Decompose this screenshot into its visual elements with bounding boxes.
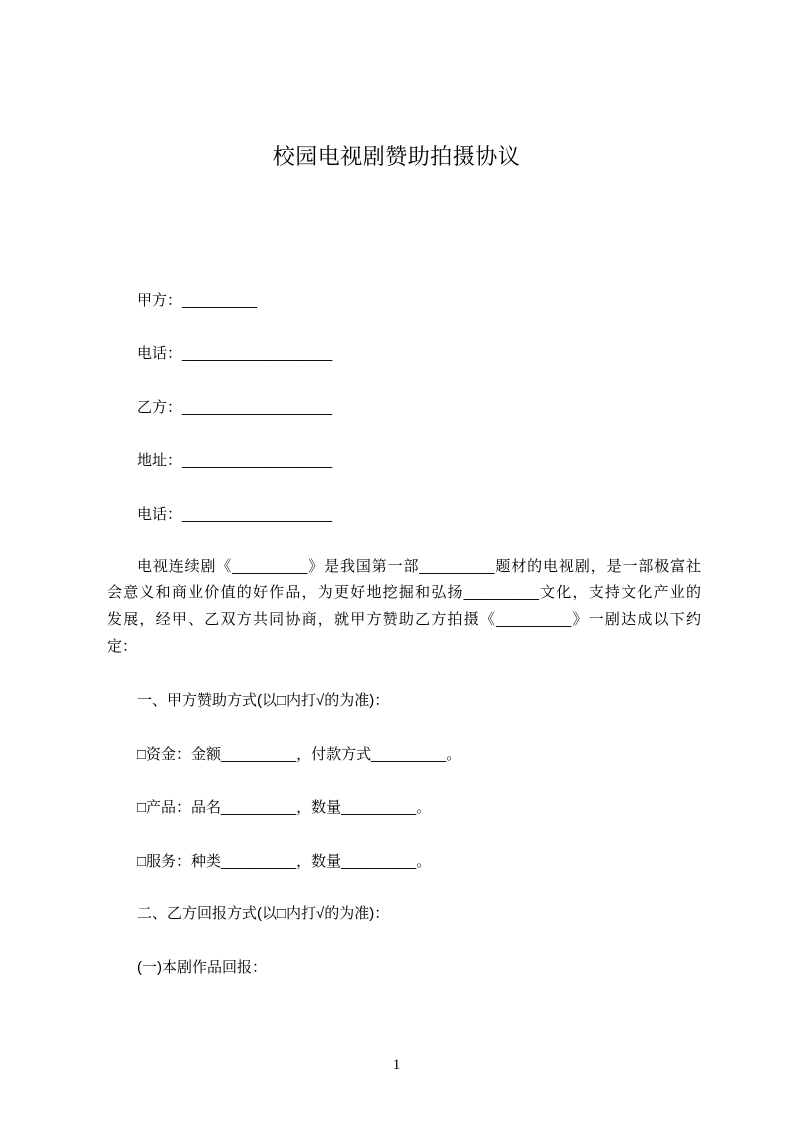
party-a-phone-field: 电话：__________________ xyxy=(137,345,333,362)
paragraph-line: 发展，经甲、乙双方共同协商，就甲方赞助乙方拍摄《_________》一剧达成以下约 xyxy=(107,611,701,628)
paragraph-line: 电视连续剧《_________》是我国第一部_________题材的电视剧，是一部极富社 xyxy=(137,558,701,575)
document-title: 校园电视剧赞助拍摄协议 xyxy=(272,144,521,169)
section-1-heading: 一、甲方赞助方式(以□内打√的为准)： xyxy=(137,692,390,709)
sponsor-option-services: □服务：种类_________，数量_________。 xyxy=(137,853,432,870)
party-b-address-field: 地址：__________________ xyxy=(137,452,333,469)
page-number: 1 xyxy=(392,1057,401,1073)
party-b-phone-field: 电话：__________________ xyxy=(137,506,333,523)
sponsor-option-products: □产品：品名_________，数量_________。 xyxy=(137,799,432,816)
party-a-field: 甲方：_________ xyxy=(137,292,258,309)
paragraph-line: 定： xyxy=(107,638,138,655)
sponsor-option-funds: □资金：金额_________，付款方式_________。 xyxy=(137,746,462,763)
section-2-heading: 二、乙方回报方式(以□内打√的为准)： xyxy=(137,905,390,922)
section-2-subheading: (一)本剧作品回报： xyxy=(137,959,267,976)
party-b-field: 乙方：__________________ xyxy=(137,399,333,416)
paragraph-line: 会意义和商业价值的好作品，为更好地挖掘和弘扬_________文化，支持文化产业的 xyxy=(107,584,701,601)
